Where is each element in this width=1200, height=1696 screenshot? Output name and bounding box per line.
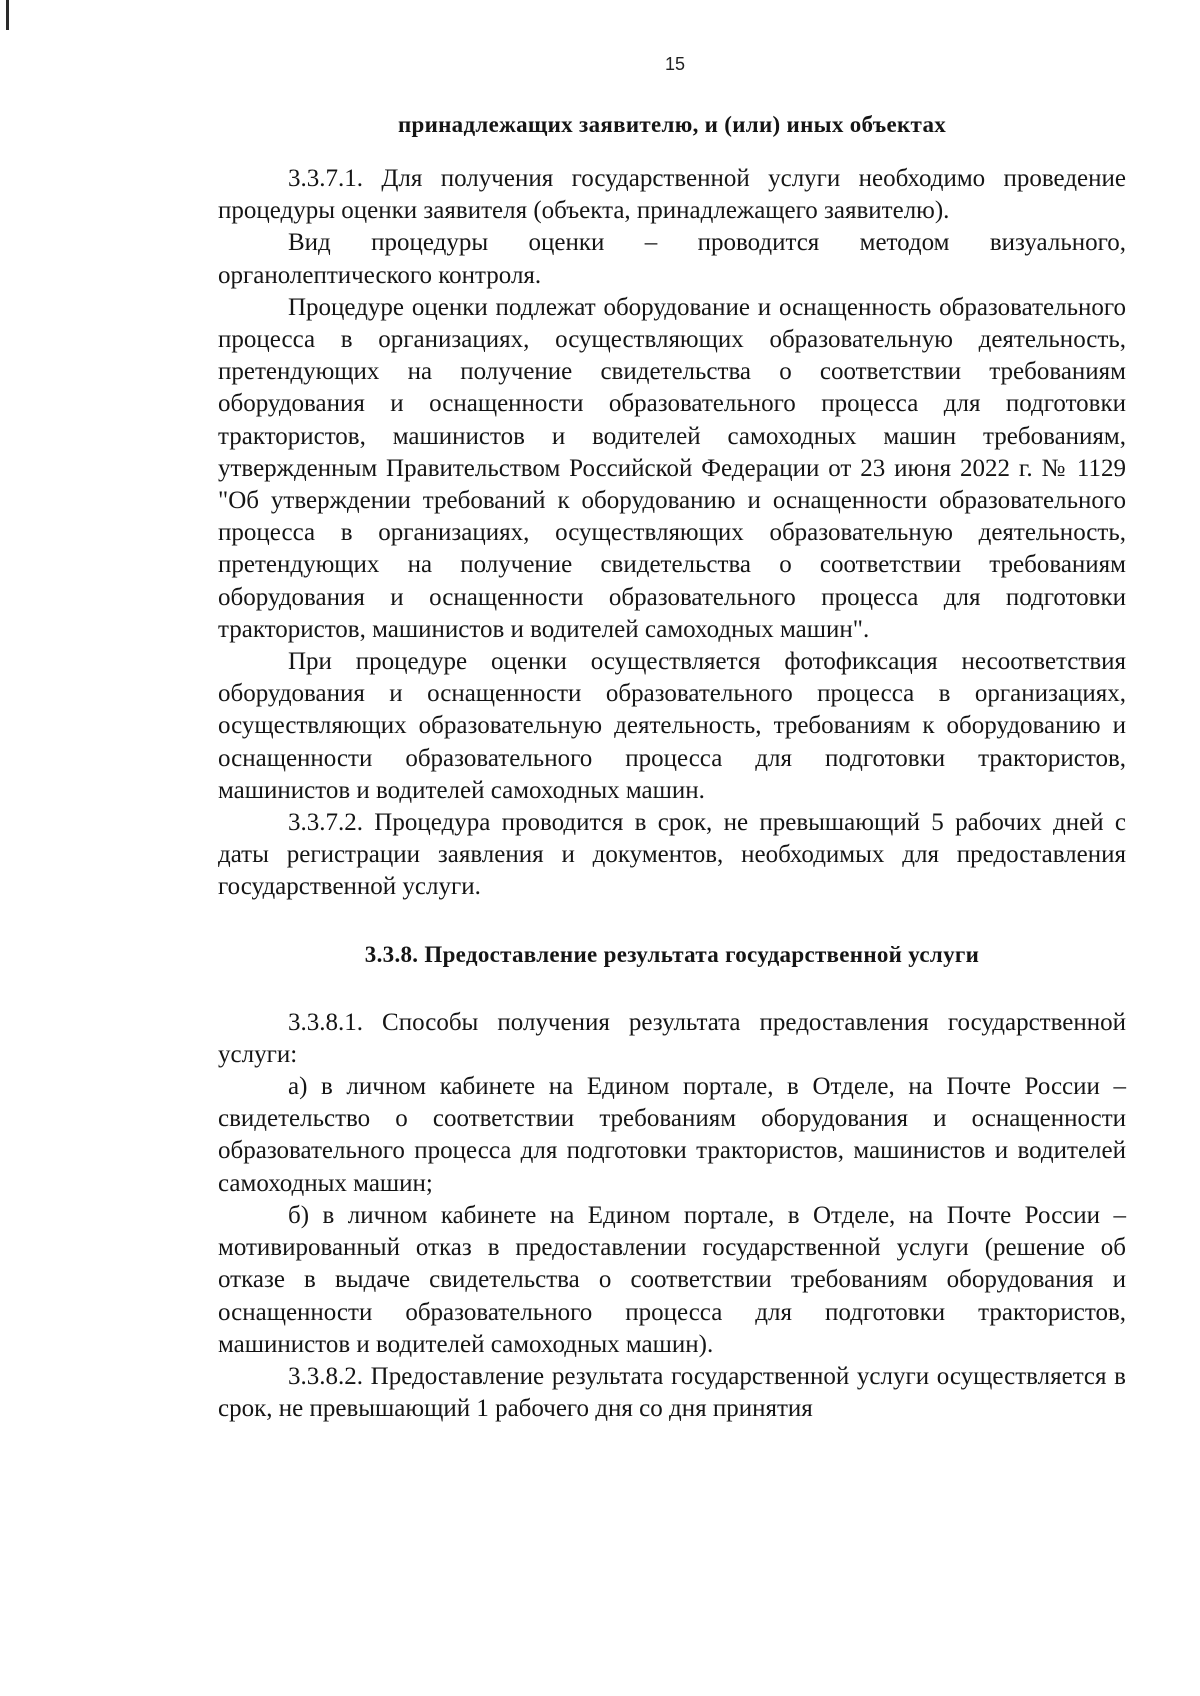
paragraph-assessment-type: Вид процедуры оценки – проводится методом визуального, органолептического контроля. xyxy=(218,229,1126,289)
paragraph-3-3-8-1: 3.3.8.1. Способы получения результата предоставления государственной услуги: xyxy=(218,1008,1126,1068)
paragraph-item-b: б) в личном кабинете на Едином портале, в Отделе, на Почте России – мотивированный отказ в предоставлении государственной услуги (решение об отказе в выдаче свидетельства о соответствии требованиям оборудования и оснащенности образовательного процесса для подготовки трактористов, машинистов и водителей самоходных машин). xyxy=(218,1201,1126,1358)
paragraph-item-a: а) в личном кабинете на Едином портале, в Отделе, на Почте России – свидетельство о соответствии требованиям оборудования и оснащенности образовательного процесса для подготовки трактористов, машинистов и водителей самоходных машин; xyxy=(218,1073,1126,1197)
paragraph-block-3-3-7 xyxy=(218,163,1126,904)
scan-edge-mark xyxy=(6,0,9,30)
page-number: 15 xyxy=(664,54,686,74)
section-heading-3-3-8: 3.3.8. Предоставление результата государственной услуги xyxy=(364,941,980,967)
document-body xyxy=(218,108,1126,1425)
paragraph-assessment-subject: Процедуре оценки подлежат оборудование и оснащенность образовательного процесса в организациях, осуществляющих образовательную деятельность, претендующих на получение свидетельства о соответствии требованиям оборудования и оснащенности образовательного процесса для подготовки трактористов, машинистов и водителей самоходных машин требованиям, утвержденным Правительством Российской Федерации от 23 июня 2022 г. № 1129 "Об утверждении требований к оборудованию и оснащенности образовательного процесса в организациях, осуществляющих образовательную деятельность, претендующих на получение свидетельства о соответствии требованиям оборудования и оснащенности образовательного процесса для подготовки трактористов, машинистов и водителей самоходных машин". xyxy=(218,293,1126,643)
continued-section-heading: принадлежащих заявителю, и (или) иных объектах xyxy=(397,112,947,137)
paragraph-3-3-8-2: 3.3.8.2. Предоставление результата государственной услуги осуществляется в срок, не превышающий 1 рабочего дня со дня принятия xyxy=(218,1362,1126,1423)
paragraph-block-3-3-8 xyxy=(218,1007,1126,1426)
paragraph-3-3-7-1: 3.3.7.1. Для получения государственной услуги необходимо проведение процедуры оценки заявителя (объекта, принадлежащего заявителю). xyxy=(218,165,1126,225)
paragraph-3-3-7-2: 3.3.7.2. Процедура проводится в срок, не превышающий 5 рабочих дней с даты регистрации заявления и документов, необходимых для предоставления государственной услуги. xyxy=(218,809,1126,901)
paragraph-photo-fixation: При процедуре оценки осуществляется фотофиксация несоответствия оборудования и оснащенности образовательного процесса в организациях, осуществляющих образовательную деятельность, требованиям к оборудованию и оснащенности образовательного процесса для подготовки трактористов, машинистов и водителей самоходных машин. xyxy=(218,648,1126,804)
